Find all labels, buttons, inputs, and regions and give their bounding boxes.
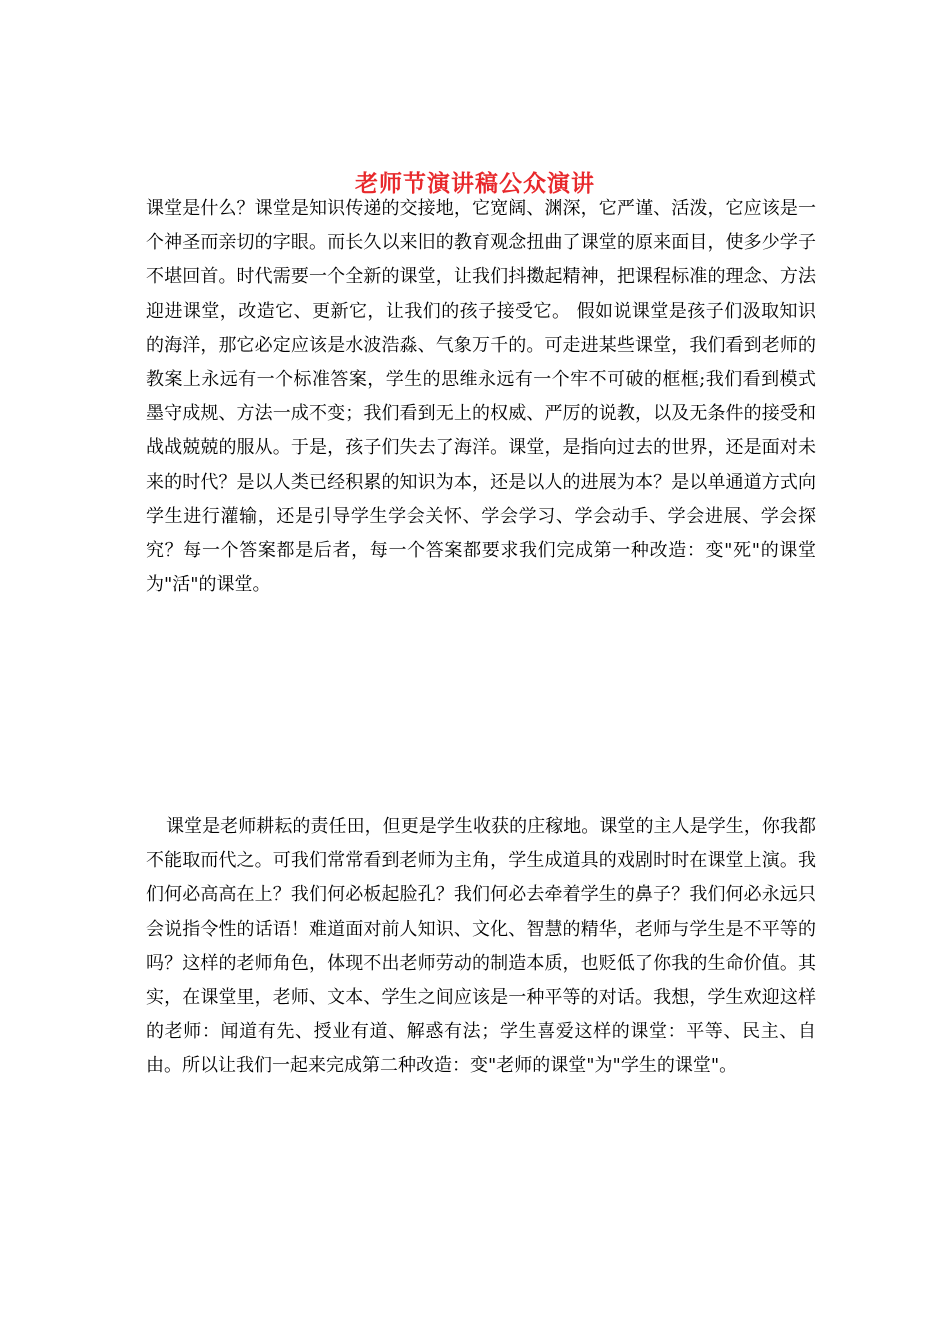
paragraph-2: 课堂是老师耕耘的责任田，但更是学生收获的庄稼地。课堂的主人是学生，你我都不能取而代之。可我们常常看到老师为主角，学生成道具的戏剧时时在课堂上演。我们何必高高在上？我们何必板起脸孔？我们何必去牵着学生的鼻子？我们何必永远只会说指令性的话语！难道面对前人知识、文化、智慧的精华，老师与学生是不平等的吗？这样的老师角色，体现不出老师劳动的制造本质，也贬低了你我的生命价值。其实，在课堂里，老师、文本、学生之间应该是一种平等的对话。我想，学生欢迎这样的老师：闻道有先、授业有道、解惑有法；学生喜爱这样的课堂：平等、民主、自由。所以让我们一起来完成第二种改造：变"老师的课堂"为"学生的课堂"。 [146,816,816,1077]
document-title: 老师节演讲稿公众演讲 [355,170,595,198]
paragraph-1: 课堂是什么？课堂是知识传递的交接地，它宽阔、渊深，它严谨、活泼，它应该是一个神圣而亲切的字眼。而长久以来旧的教育观念扭曲了课堂的原来面目，使多少学子不堪回首。时代需要一个全新的课堂，让我们抖擞起精神，把课程标准的理念、方法迎进课堂，改造它、更新它，让我们的孩子接受它。 假如说课堂是孩子们汲取知识的海洋，那它必定应该是水波浩淼、气象万千的。可走进某些课堂，我们看到老师的教案上永远有一个标准答案，学生的思维永远有一个牢不可破的框框;我们看到模式墨守成规、方法一成不变；我们看到无上的权威、严厉的说教，以及无条件的接受和战战兢兢的服从。于是，孩子们失去了海洋。课堂，是指向过去的世界，还是面对未来的时代？是以人类已经积累的知识为本，还是以人的进展为本？是以单通道方式向学生进行灌输，还是引导学生学会关怀、学会学习、学会动手、学会进展、学会探究？每一个答案都是后者，每一个答案都要求我们完成第一种改造：变"死"的课堂为"活"的课堂。 [146,198,816,596]
